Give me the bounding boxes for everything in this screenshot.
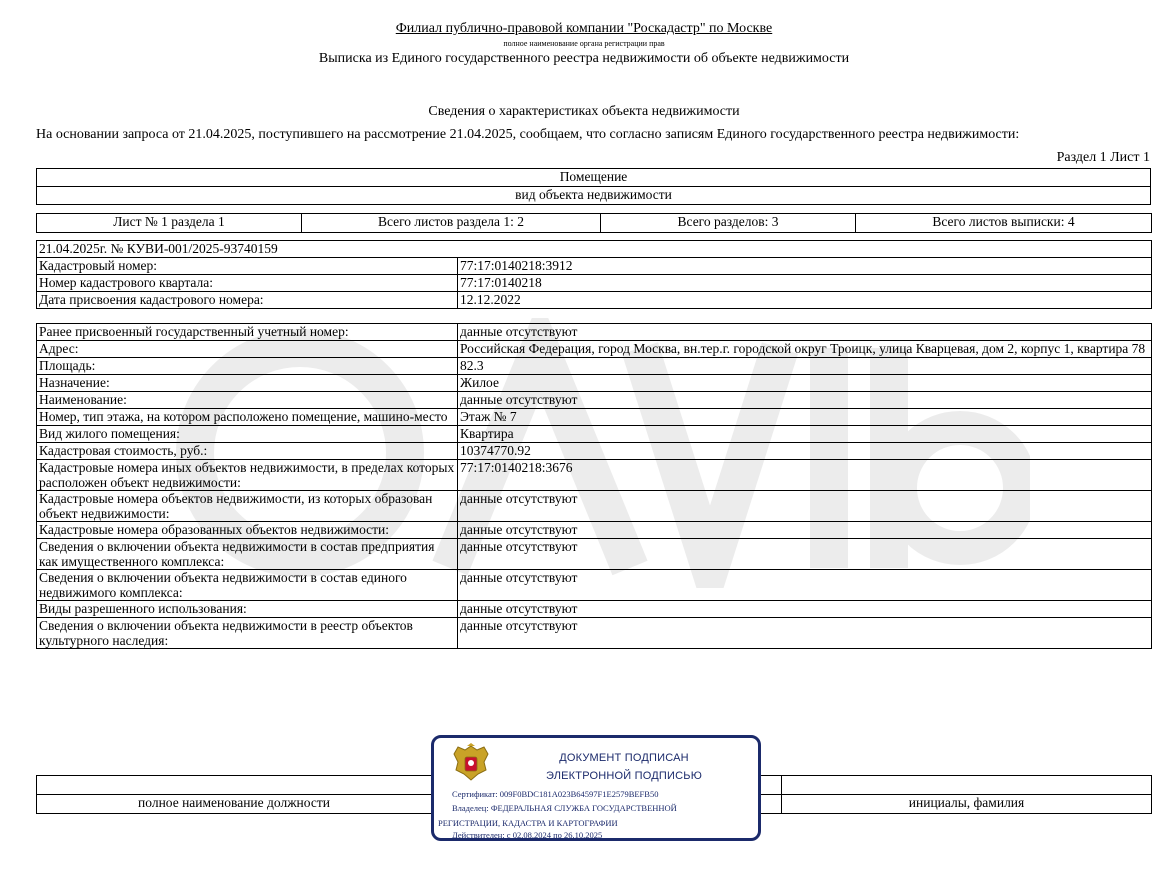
signature-name-field <box>782 776 1152 795</box>
row-label: Адрес: <box>37 341 458 358</box>
name-caption: инициалы, фамилия <box>782 795 1152 814</box>
row-label: Кадастровые номера объектов недвижимости, из которых образован объект недвижимости: <box>37 491 458 522</box>
row-value: Этаж № 7 <box>458 409 1152 426</box>
razdel-label: Раздел 1 Лист 1 <box>1056 150 1150 165</box>
table-row <box>37 292 1152 309</box>
row-label: Сведения о включении объекта недвижимости в состав предприятия как имущественного комплекса: <box>37 539 458 570</box>
table-row <box>37 443 1152 460</box>
table-row <box>37 618 1152 649</box>
row-label: Виды разрешенного использования: <box>37 601 458 618</box>
details-table <box>36 323 1152 649</box>
row-value: данные отсутствуют <box>458 539 1152 570</box>
org-name: Филиал публично-правовой компании "Роскадастр" по Москве <box>395 21 773 36</box>
row-value: 10374770.92 <box>458 443 1152 460</box>
table-row <box>37 539 1152 570</box>
row-label: Сведения о включении объекта недвижимости в реестр объектов культурного наследия: <box>37 618 458 649</box>
total-sections: Всего разделов: 3 <box>601 214 856 233</box>
position-caption: полное наименование должности <box>37 795 432 814</box>
sheet-number: Лист № 1 раздела 1 <box>37 214 302 233</box>
row-value: 77:17:0140218 <box>458 275 1152 292</box>
row-value: данные отсутствуют <box>458 324 1152 341</box>
basic-info-table <box>36 240 1152 309</box>
stamp-certificate: Сертификат: 009F0BDC181A023B64597F1E2579BEFB50 <box>452 789 659 799</box>
row-value: Жилое <box>458 375 1152 392</box>
table-row <box>37 392 1152 409</box>
row-value: 77:17:0140218:3912 <box>458 258 1152 275</box>
row-label: Кадастровые номера иных объектов недвижимости, в пределах которых расположен объект недвижимости: <box>37 460 458 491</box>
e-signature-stamp <box>431 735 761 841</box>
row-value: Квартира <box>458 426 1152 443</box>
row-value: 82.3 <box>458 358 1152 375</box>
row-label: Дата присвоения кадастрового номера: <box>37 292 458 309</box>
doc-title: Выписка из Единого государственного реестра недвижимости об объекте недвижимости <box>318 51 850 66</box>
row-label: Кадастровая стоимость, руб.: <box>37 443 458 460</box>
org-caption: полное наименование органа регистрации прав <box>503 39 665 48</box>
table-row <box>37 522 1152 539</box>
table-row <box>37 341 1152 358</box>
object-type-table <box>36 168 1151 205</box>
table-row <box>37 601 1152 618</box>
table-row <box>37 258 1152 275</box>
table-row <box>37 375 1152 392</box>
sheets-table <box>36 213 1152 233</box>
stamp-owner-line1: Владелец: ФЕДЕРАЛЬНАЯ СЛУЖБА ГОСУДАРСТВЕННОЙ <box>452 803 677 813</box>
total-sheets-extract: Всего листов выписки: 4 <box>856 214 1152 233</box>
stamp-title-line1: ДОКУМЕНТ ПОДПИСАН <box>559 752 689 764</box>
row-label: Наименование: <box>37 392 458 409</box>
row-value: данные отсутствуют <box>458 601 1152 618</box>
stamp-validity: Действителен: с 02.08.2024 по 26.10.2025 <box>452 830 603 840</box>
table-row <box>37 358 1152 375</box>
total-sheets-section: Всего листов раздела 1: 2 <box>302 214 601 233</box>
row-value: Российская Федерация, город Москва, вн.тер.г. городской округ Троицк, улица Кварцевая, дом 2, корпус 1, квартира 78 <box>458 341 1152 358</box>
row-value: данные отсутствуют <box>458 522 1152 539</box>
row-label: Кадастровые номера образованных объектов недвижимости: <box>37 522 458 539</box>
row-label: Сведения о включении объекта недвижимости в состав единого недвижимого комплекса: <box>37 570 458 601</box>
row-label: Назначение: <box>37 375 458 392</box>
row-label: Вид жилого помещения: <box>37 426 458 443</box>
row-label: Площадь: <box>37 358 458 375</box>
row-value: данные отсутствуют <box>458 392 1152 409</box>
intro-text: На основании запроса от 21.04.2025, поступившего на рассмотрение 21.04.2025, сообщаем, что согласно записям Единого государственного реестра недвижимости: <box>36 127 1020 142</box>
object-type-caption: вид объекта недвижимости <box>37 187 1151 205</box>
row-label: Номер кадастрового квартала: <box>37 275 458 292</box>
stamp-owner-line2: РЕГИСТРАЦИИ, КАДАСТРА И КАРТОГРАФИИ <box>438 818 618 828</box>
row-value: данные отсутствуют <box>458 618 1152 649</box>
signature-position-field <box>37 776 432 795</box>
table-row <box>37 460 1152 491</box>
row-value: 77:17:0140218:3676 <box>458 460 1152 491</box>
table-row <box>37 324 1152 341</box>
table-row <box>37 409 1152 426</box>
stamp-title-line2: ЭЛЕКТРОННОЙ ПОДПИСЬЮ <box>545 770 703 782</box>
table-row <box>37 570 1152 601</box>
row-value: данные отсутствуют <box>458 570 1152 601</box>
row-value: данные отсутствуют <box>458 491 1152 522</box>
extract-number: 21.04.2025г. № КУВИ-001/2025-93740159 <box>37 241 1152 258</box>
table-row <box>37 491 1152 522</box>
row-label: Номер, тип этажа, на котором расположено помещение, машино-место <box>37 409 458 426</box>
coat-of-arms-emblem <box>450 742 492 784</box>
row-value: 12.12.2022 <box>458 292 1152 309</box>
row-label: Кадастровый номер: <box>37 258 458 275</box>
table-row <box>37 426 1152 443</box>
object-type: Помещение <box>37 169 1151 187</box>
row-label: Ранее присвоенный государственный учетный номер: <box>37 324 458 341</box>
table-row <box>37 275 1152 292</box>
section-title: Сведения о характеристиках объекта недвижимости <box>428 104 740 119</box>
